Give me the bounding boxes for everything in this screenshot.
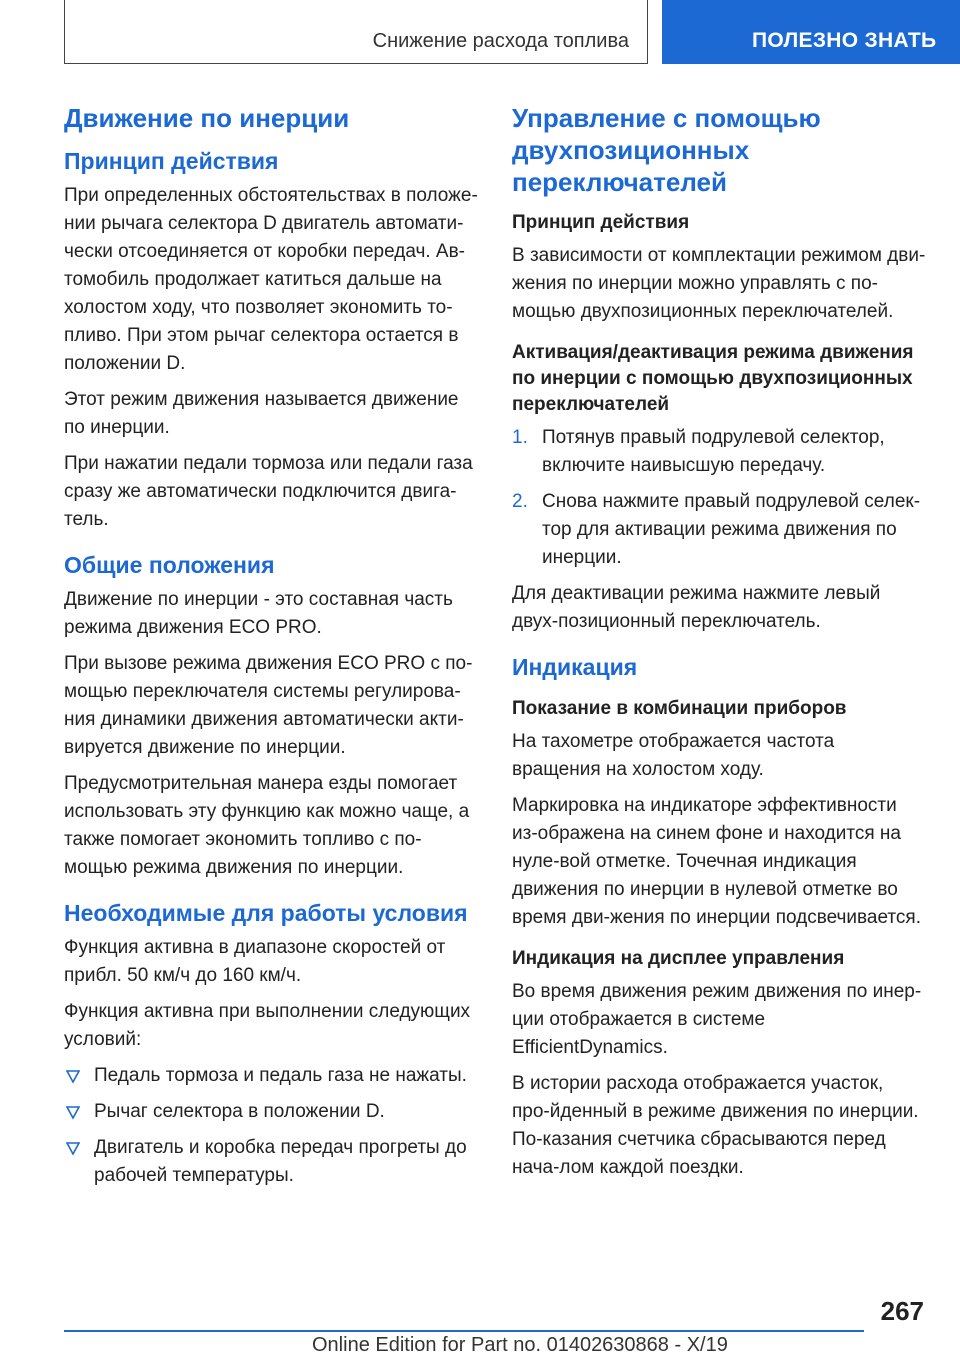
step-number: 1. [512, 427, 528, 448]
triangle-bullet-icon [66, 1106, 80, 1120]
conditions-list [64, 1062, 478, 1190]
general-paragraph-3: Предусмотрительная манера езды помогает использовать эту функцию как можно чаще, а также помогает экономить топливо с по-мощью режима движения по инерции. [64, 773, 470, 878]
right-principle-heading: Принцип действия [512, 212, 690, 233]
right-column [512, 102, 926, 1190]
triangle-bullet-icon [66, 1142, 80, 1156]
list-item [512, 424, 926, 480]
step-number: 2. [512, 491, 528, 512]
indication-heading: Индикация [512, 654, 638, 680]
principle-paragraph-2: Этот режим движения называется движение по инерции. [64, 389, 459, 438]
display-paragraph-2: В истории расхода отображается участок, про-йденный в режиме движения по инерции. По-казания счетчика сбрасываются перед нача-лом каждой поездки. [512, 1073, 919, 1178]
step-text: Снова нажмите правый подрулевой селек-тор для активации режима движения по инерции. [542, 491, 921, 568]
principle-heading: Принцип действия [64, 148, 279, 174]
list-item [64, 1134, 478, 1190]
display-paragraph-1: Во время движения режим движения по инер-ции отображается в системе EfficientDynamics. [512, 981, 922, 1058]
section-tab[interactable] [662, 0, 960, 64]
footer-edition: Online Edition for Part no. 01402630868 - X/19 [312, 1334, 728, 1356]
list-item-text: Рычаг селектора в положении D. [94, 1101, 385, 1122]
cluster-heading: Показание в комбинации приборов [512, 698, 847, 719]
list-item-text: Двигатель и коробка передач прогреты до рабочей температуры. [94, 1137, 467, 1186]
header-chapter-box [64, 0, 648, 64]
list-item-text: Педаль тормоза и педаль газа не нажаты. [94, 1065, 467, 1086]
coasting-title: Движение по инерции [64, 103, 350, 133]
conditions-heading: Необходимые для работы условия [64, 900, 468, 926]
cluster-paragraph-1: На тахометре отображается частота вращения на холостом ходу. [512, 731, 835, 780]
general-paragraph-2: При вызове режима движения ECO PRO с по-мощью переключателя системы регулирова-ния динамики движения автоматически акти-вируется движение по инерции. [64, 653, 473, 758]
list-item [512, 488, 926, 572]
cluster-paragraph-2: Маркировка на индикаторе эффективности из-ображена на синем фоне и находится на нуле-вой отметке. Точечная индикация движения по инерции в нулевой отметке во время дви-жения по инерции подсвечивается. [512, 795, 921, 928]
conditions-paragraph-2: Функция активна при выполнении следующих условий: [64, 1001, 471, 1050]
principle-paragraph-1: При определенных обстоятельствах в положе-нии рычага селектора D двигатель автомати-чески отсоединяется от коробки передач. Ав-томобиль продолжает катиться дальше на холостом ходу, что позволяет экономить то-пливо. При этом рычаг селектора остается в положении D. [64, 185, 478, 374]
list-item [64, 1062, 478, 1090]
right-principle-paragraph: В зависимости от комплектации режимом дви-жения по инерции можно управлять с по-мощью двухпозиционных переключателей. [512, 245, 926, 322]
left-column [64, 102, 478, 1198]
deactivation-paragraph: Для деактивации режима нажмите левый двух-позиционный переключатель. [512, 583, 881, 632]
chapter-title: Снижение расхода топлива [372, 30, 629, 52]
paddle-control-title: Управление с помощью двухпозиционных переключателей [512, 103, 821, 197]
triangle-bullet-icon [66, 1070, 80, 1084]
page-number: 267 [880, 1296, 924, 1326]
footer-divider [64, 1330, 864, 1332]
general-heading: Общие положения [64, 552, 275, 578]
display-heading: Индикация на дисплее управления [512, 948, 845, 969]
section-tab-label: ПОЛЕЗНО ЗНАТЬ [752, 29, 937, 52]
list-item [64, 1098, 478, 1126]
principle-paragraph-3: При нажатии педали тормоза или педали газа сразу же автоматически подключится двига-тель. [64, 453, 473, 530]
steps-list [512, 424, 926, 572]
general-paragraph-1: Движение по инерции - это составная часть режима движения ECO PRO. [64, 589, 453, 638]
activation-heading: Активация/деактивация режима движения по инерции с помощью двухпозиционных переключателей [512, 342, 914, 415]
conditions-paragraph-1: Функция активна в диапазоне скоростей от прибл. 50 км/ч до 160 км/ч. [64, 937, 446, 986]
step-text: Потянув правый подрулевой селектор, включите наивысшую передачу. [542, 427, 885, 476]
